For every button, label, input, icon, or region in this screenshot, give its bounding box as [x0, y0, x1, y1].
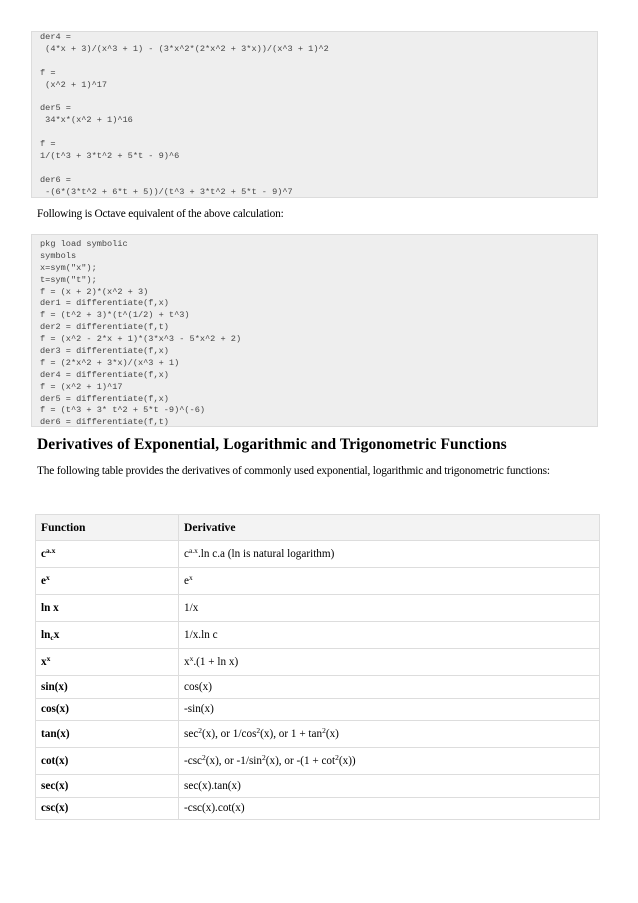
code-line: (4*x + 3)/(x^3 + 1) - (3*x^2*(2*x^2 + 3*x))/(x^3 + 1)^2: [40, 43, 329, 54]
cell-text: (x), or 1/cos: [202, 728, 257, 740]
cell-text: -csc(x).cot(x): [184, 802, 245, 815]
table-row: [36, 676, 600, 699]
header-function: Function: [36, 515, 179, 541]
superscript: a.x: [188, 546, 198, 555]
code-line: der2 = differentiate(f,t): [40, 322, 169, 333]
code-line: f = (x^2 + 1)^17: [40, 381, 123, 392]
code-line: der4 = differentiate(f,x): [40, 369, 169, 380]
cell-text: sin(x): [41, 680, 68, 693]
superscript: a.x: [45, 546, 56, 555]
cell-text: c: [41, 548, 46, 560]
code-line: f =: [40, 139, 56, 150]
cell-text: (x), or -(1 + cot: [265, 755, 336, 767]
code-line: der3 = differentiate(f,x): [40, 346, 169, 357]
derivative-cell: [179, 797, 600, 820]
cell-text: (x): [325, 728, 339, 740]
cell-text: (x), or -1/sin: [205, 755, 263, 767]
code-line: der6 = differentiate(f,t): [40, 417, 169, 427]
superscript: 2: [198, 726, 203, 735]
function-cell: [36, 676, 179, 699]
section-heading: Derivatives of Exponential, Logarithmic and Trigonometric Functions: [37, 436, 507, 453]
code-line: der4 =: [40, 32, 71, 42]
table-header-row: [36, 515, 600, 541]
derivative-cell: [179, 649, 600, 676]
code-line: t=sym("t");: [40, 274, 97, 285]
superscript: x: [189, 654, 194, 663]
cell-text: e: [41, 575, 46, 587]
superscript: 2: [322, 726, 326, 735]
cell-text: x: [53, 629, 60, 641]
table-row: [36, 595, 600, 622]
code-line: 34*x*(x^2 + 1)^16: [40, 115, 133, 126]
table-intro-paragraph: The following table provides the derivatives of commonly used exponential, logarithmic and trigonometric functions:: [37, 465, 550, 477]
code-line: x=sym("x");: [40, 262, 97, 273]
cell-text: sec(x): [41, 779, 69, 792]
derivative-cell: [179, 748, 600, 775]
table-row: [36, 748, 600, 775]
derivative-cell: [179, 698, 600, 721]
cell-text: x: [41, 656, 47, 668]
cell-text: c: [184, 548, 189, 560]
table-row: [36, 568, 600, 595]
superscript: 2: [202, 753, 206, 762]
cell-text: e: [184, 575, 189, 587]
cell-text: tan(x): [41, 728, 70, 740]
table-row: [36, 649, 600, 676]
cell-text: ln: [41, 629, 51, 641]
code-line: 1/(t^3 + 3*t^2 + 5*t - 9)^6: [40, 150, 180, 161]
function-cell: [36, 748, 179, 775]
code-line: f = (2*x^2 + 3*x)/(x^3 + 1): [40, 357, 180, 368]
table-row: [36, 698, 600, 721]
header-derivative: Derivative: [179, 515, 600, 541]
table-row: [36, 541, 600, 568]
function-cell: [36, 698, 179, 721]
function-cell: [36, 622, 179, 649]
cell-text: (x)): [338, 755, 356, 767]
cell-text: sec(x).tan(x): [184, 779, 241, 792]
cell-text: csc(x): [41, 802, 69, 815]
code-line: symbols: [40, 250, 77, 261]
derivative-cell: [179, 622, 600, 649]
code-line: [40, 56, 597, 68]
cell-text: .(1 + ln x): [193, 656, 239, 668]
cell-text: x: [184, 656, 190, 668]
function-cell: [36, 568, 179, 595]
table-row: [36, 721, 600, 748]
table-row: [36, 797, 600, 820]
function-cell: [36, 649, 179, 676]
cell-text: .ln c.a (ln is natural logarithm): [197, 548, 335, 560]
cell-text: cos(x): [41, 703, 69, 716]
cell-text: 1/x.ln c: [184, 629, 218, 641]
superscript: 2: [262, 753, 266, 762]
derivative-cell: [179, 676, 600, 699]
superscript: 2: [335, 753, 339, 762]
function-cell: [36, 797, 179, 820]
code-line: f = (t^2 + 3)*(t^(1/2) + t^3): [40, 310, 190, 321]
cell-text: -csc: [184, 755, 203, 767]
derivatives-table: [35, 514, 600, 820]
derivative-cell: [179, 568, 600, 595]
code-line: f = (t^3 + 3* t^2 + 5*t -9)^(-6): [40, 405, 206, 416]
derivative-cell: [179, 541, 600, 568]
superscript: x: [188, 573, 193, 582]
derivative-cell: [179, 721, 600, 748]
code-line: der6 =: [40, 174, 71, 185]
derivative-cell: [179, 595, 600, 622]
octave-code-block: [31, 234, 598, 427]
cell-text: (x), or 1 + tan: [260, 728, 323, 740]
code-line: -(6*(3*t^2 + 6*t + 5))/(t^3 + 3*t^2 + 5*t - 9)^7: [40, 186, 293, 197]
code-line: pkg load symbolic: [40, 239, 128, 249]
code-line: [40, 163, 597, 175]
code-line: f = (x^2 - 2*x + 1)*(3*x^3 - 5*x^2 + 2): [40, 334, 242, 345]
function-cell: [36, 775, 179, 798]
function-cell: [36, 721, 179, 748]
cell-text: ln x: [41, 602, 59, 614]
function-cell: [36, 595, 179, 622]
cell-text: -sin(x): [184, 703, 214, 716]
code-line: (x^2 + 1)^17: [40, 79, 108, 90]
code-line: f =: [40, 67, 56, 78]
cell-text: sec: [184, 728, 199, 740]
code-line: der5 = differentiate(f,x): [40, 393, 169, 404]
octave-intro-paragraph: Following is Octave equivalent of the above calculation:: [37, 208, 284, 220]
table-row: [36, 622, 600, 649]
code-line: f = (x + 2)*(x^2 + 3): [40, 286, 149, 297]
subscript: c: [50, 633, 54, 642]
code-line: der5 =: [40, 103, 71, 114]
cell-text: 1/x: [184, 602, 199, 614]
code-line: [40, 127, 597, 139]
superscript: x: [45, 573, 50, 582]
table-row: [36, 775, 600, 798]
code-line: der1 = differentiate(f,x): [40, 298, 169, 309]
code-line: [40, 91, 597, 103]
function-cell: [36, 541, 179, 568]
superscript: 2: [256, 726, 261, 735]
superscript: x: [46, 654, 51, 663]
cell-text: cos(x): [184, 680, 212, 693]
output-code-block: [31, 31, 598, 198]
derivative-cell: [179, 775, 600, 798]
cell-text: cot(x): [41, 755, 69, 767]
